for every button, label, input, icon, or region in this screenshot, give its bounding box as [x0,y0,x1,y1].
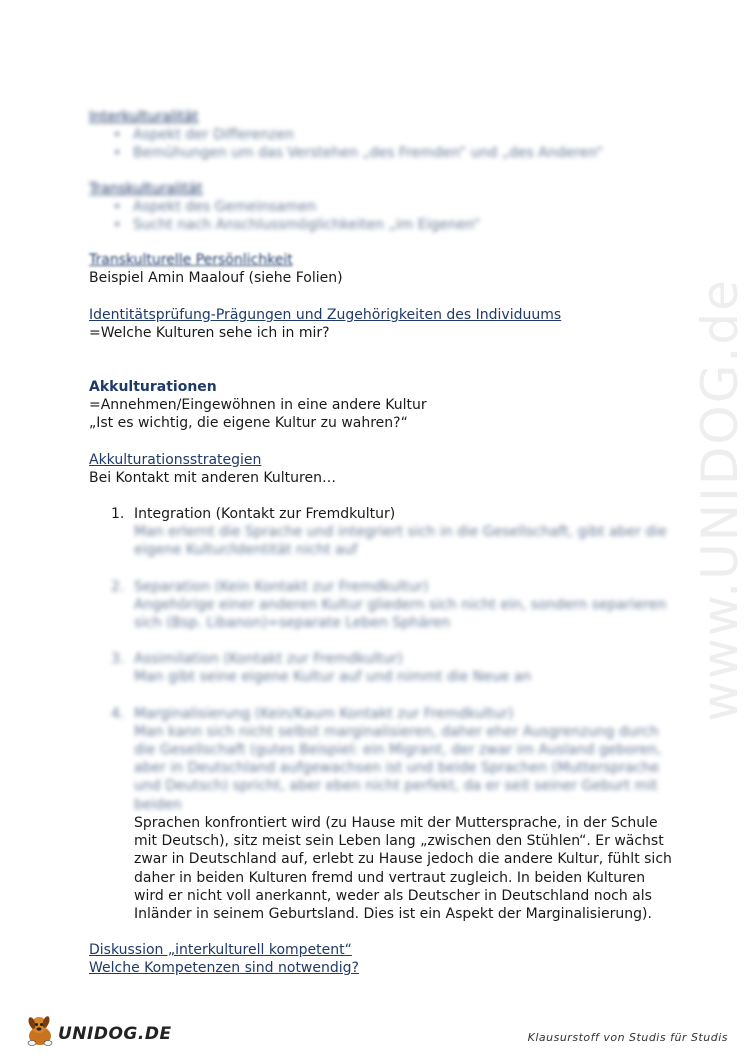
item-title: Assimilation (Kontakt zur Fremdkultur) [134,651,403,668]
strategy-item-integration [89,505,679,560]
section-akkulturationen [89,378,679,433]
section-persoenlichkeit [89,251,679,287]
item-number: 4. [111,705,125,722]
strategies-list [89,505,679,923]
text-identitaet: =Welche Kulturen sehe ich in mir? [89,324,330,341]
text-persoenlichkeit: Beispiel Amin Maalouf (siehe Folien) [89,270,343,287]
heading-strategien: Akkulturationsstrategien [89,451,262,468]
unidog-logo [22,1012,172,1052]
bullet-list-interkulturalitaet [89,126,679,162]
list-item: • Bemühungen um das Verstehen „des Fremden“ und „des Anderen“ [113,144,679,162]
heading-transkulturalitaet: Transkulturalität [89,180,203,197]
dog-mascot-icon [22,1012,58,1048]
list-item: • Sucht nach Anschlussmöglichkeiten „im Eigenen“ [113,216,679,234]
item-body: Man gibt seine eigene Kultur auf und nimmt die Neue an [134,669,532,686]
heading-identitaet: Identitätsprüfung-Prägungen und Zugehörigkeiten des Individuums [89,306,562,323]
item-body: Man erlernt die Sprache und integriert sich in die Gesellschaft, gibt aber die eigene Kultur/Identität nicht auf [134,524,667,559]
item-body: Angehörige einer anderen Kultur gliedern sich nicht ein, sondern separieren sich (Bsp. Libanon)=separate Leben Sphären [134,596,667,632]
text-strategien: Bei Kontakt mit anderen Kulturen… [89,469,336,486]
document-content [89,108,679,978]
watermark-text: www.UNIDOG.de [691,278,749,722]
logo-text: UNIDOG.DE [58,1024,172,1044]
strategy-item-separation [89,578,679,633]
section-interkulturalitaet [89,108,679,163]
heading-diskussion: Diskussion „interkulturell kompetent“ [89,942,352,959]
item-body-visible: Sprachen konfrontiert wird (zu Hause mit der Muttersprache, in der Schule mit Deutsch), sitz meist sein Leben lang „zwischen den Stühlen“. Er wächst zwar in Deutschland auf, erlebt zu Hause jedoch die andere Kultur, fühlt sich daher in beiden Kulturen fremd und vertraut zugleich. In beiden Kulturen wird er nicht voll anerkannt, weder als Deutscher in Deutschland noch als Inländer in seinem Geburtsland. Dies ist ein Aspekt der Marginalisierung). [134,814,672,922]
item-body-blurred: Man kann sich nicht selbst marginalisieren, daher eher Ausgrenzung durch die Gesellschaft (gutes Beispiel: ein Migrant, der zwar im Ausland geboren, aber in Deutschland aufgewachsen ist und beide Sprachen (Muttersprache und Deutsch) spricht, aber eben nicht perfekt, da er seit seiner Geburt mit beiden [134,723,662,813]
strategy-item-assimilation [89,650,679,686]
heading-akkulturationen: Akkulturationen [89,379,217,396]
list-item: • Aspekt des Gemeinsamen [113,198,679,216]
item-number: 3. [111,651,125,668]
section-diskussion [89,941,679,977]
item-title: Marginalisierung (Kein/Kaum Kontakt zur Fremdkultur) [134,705,514,722]
text-diskussion: Welche Kompetenzen sind notwendig? [89,960,359,977]
list-item: • Aspekt der Differenzen [113,126,679,144]
item-number: 2. [111,578,125,595]
section-strategien [89,451,679,487]
footer-tagline: Klausurstoff von Studis für Studis [527,1031,728,1044]
heading-interkulturalitaet: Interkulturalität [89,109,199,125]
item-title: Separation (Kein Kontakt zur Fremdkultur) [134,578,429,595]
section-transkulturalitaet [89,180,679,235]
heading-persoenlichkeit: Transkulturelle Persönlichkeit [89,252,293,269]
text-akkulturationen-1: =Annehmen/Eingewöhnen in eine andere Kultur [89,397,427,414]
section-identitaet [89,306,679,342]
bullet-list-transkulturalitaet [89,198,679,234]
text-akkulturationen-2: „Ist es wichtig, die eigene Kultur zu wahren?“ [89,415,408,432]
item-number: 1. [111,506,125,523]
item-title: Integration (Kontakt zur Fremdkultur) [134,506,396,523]
strategy-item-marginalisierung [89,705,679,923]
